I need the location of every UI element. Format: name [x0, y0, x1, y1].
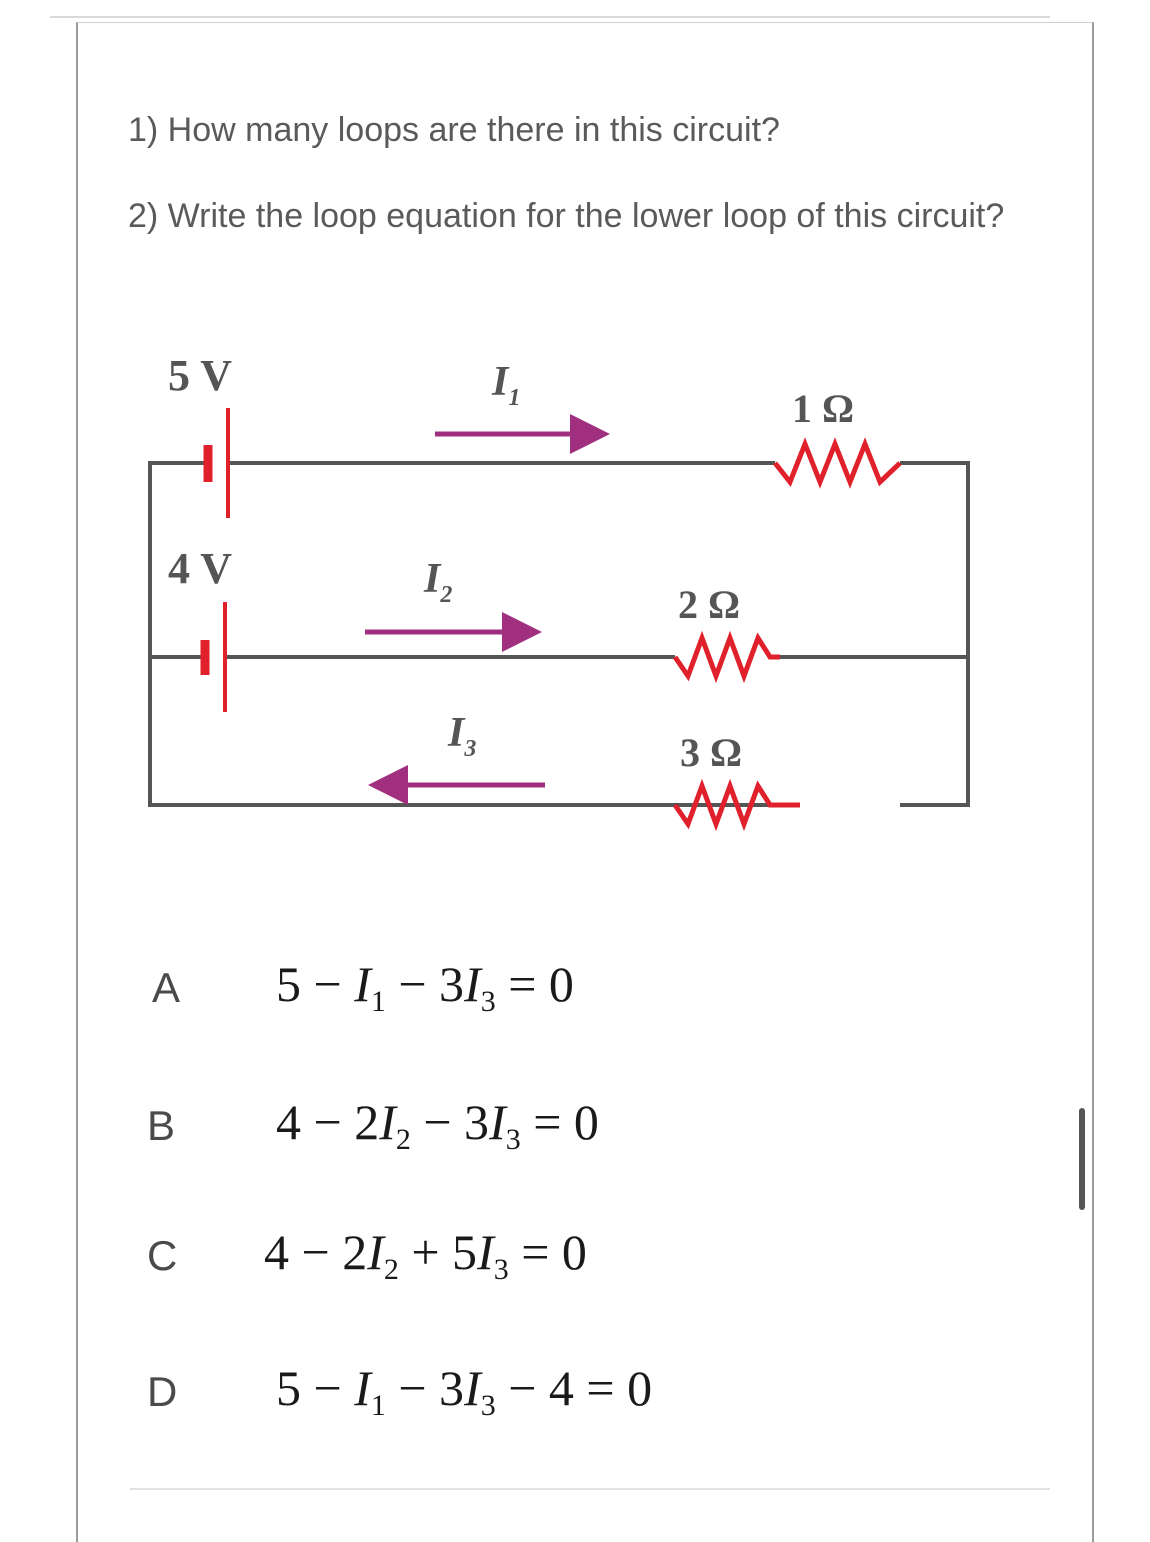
option-b-letter: B: [147, 1102, 176, 1149]
question-line-2: 2) Write the loop equation for the lower loop of this circuit?: [128, 197, 1005, 235]
bottom-divider: [130, 1488, 1050, 1490]
circuit-wires: [150, 463, 968, 805]
label-current-i2: $I_2$: [424, 556, 453, 608]
label-current-i3: $I_3$: [448, 710, 477, 762]
top-divider: [50, 16, 1050, 18]
option-c-equation: $4 - 2I_2 + 5I_3 = 0$: [264, 1224, 587, 1286]
option-d-equation: $5 - I_1 - 3I_3 - 4 = 0$: [276, 1360, 653, 1422]
question-line-1: 1) How many loops are there in this circuit?: [128, 111, 780, 149]
option-d-letter: D: [147, 1368, 178, 1415]
label-battery-5v: 5 V: [168, 351, 232, 400]
option-b-equation: $4 - 2I_2 - 3I_3 = 0$: [276, 1094, 599, 1156]
label-resistor-1-ohm: 1 Ω: [792, 386, 855, 431]
circuit-diagram: [130, 330, 1010, 860]
resistor-3-ohm: [675, 786, 800, 824]
option-a-equation: $5 - I_1 - 3I_3 = 0$: [276, 956, 574, 1018]
resistor-2-ohm: [675, 638, 780, 676]
label-resistor-3-ohm: 3 Ω: [680, 730, 743, 775]
option-a-letter: A: [152, 964, 181, 1011]
scrollbar-thumb[interactable]: [1079, 1108, 1085, 1210]
label-current-i1: $I_1$: [492, 359, 521, 411]
top-right-wire: [900, 463, 968, 805]
label-resistor-2-ohm: 2 Ω: [678, 582, 741, 627]
resistor-1-ohm: [775, 444, 900, 482]
label-battery-4v: 4 V: [168, 544, 232, 593]
option-c-letter: C: [147, 1232, 178, 1279]
battery-4v: [205, 602, 225, 712]
battery-5v: [208, 408, 228, 518]
